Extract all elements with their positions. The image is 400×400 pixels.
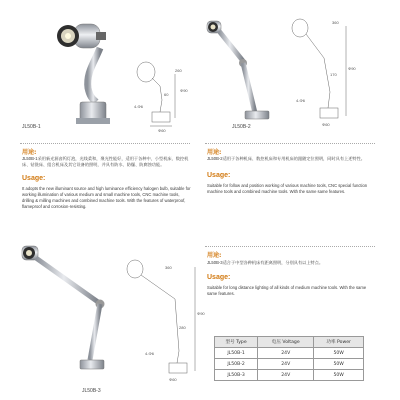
description-cn-jl50b-1: JL50B-1采用新光源卤钨灯泡，光线柔和，聚光性能好，适用于各种中、小型机床、数控机床、钻铣床、组合机床及其它设备的照明，并具有防水、防爆、防腐蚀功能。 — [22, 156, 189, 167]
table-cell: JL50B-1 — [215, 348, 258, 359]
lamp-jl50b-1-photo — [52, 18, 122, 128]
lamp-jl50b-2-photo — [205, 15, 275, 125]
description-en-jl50b-2: Suitable for follow and position working of various machine tools, CNC special function machine tools and combined machine tools. With the same same features. — [207, 183, 368, 194]
svg-text:60: 60 — [164, 92, 169, 97]
dimension-drawing-jl50b-2 — [290, 16, 360, 131]
svg-text:Φ60: Φ60 — [322, 122, 330, 127]
dimension-drawing-jl50b-3 — [125, 255, 205, 385]
table-cell: JL50B-2 — [215, 359, 258, 370]
usage-cn-heading-1: 用途: — [22, 149, 37, 156]
usage-en-heading-1: Usage: — [22, 175, 46, 182]
table-cell: 24V — [258, 359, 314, 370]
svg-text:Φ90: Φ90 — [348, 66, 356, 71]
lamp-jl50b-3-photo — [20, 240, 120, 390]
table-cell: 24V — [258, 348, 314, 359]
description-en-jl50b-3: Suitable for long distance lighting of all kinds of medium machine tools. With the same same features. — [207, 285, 367, 296]
caption-jl50b-3: JL50B-3 — [82, 388, 101, 394]
header-power: 功率 Power — [314, 337, 364, 348]
svg-text:4-Φ6: 4-Φ6 — [296, 98, 305, 103]
usage-cn-heading-3: 用途: — [207, 252, 222, 259]
svg-text:280: 280 — [179, 325, 186, 330]
svg-text:260: 260 — [175, 68, 182, 73]
divider — [205, 246, 375, 247]
usage-cn-heading-2: 用途: — [207, 149, 222, 156]
table-row — [215, 370, 364, 381]
svg-text:360: 360 — [332, 20, 339, 25]
description-cn-jl50b-3: JL50B-3适合于中型各种机床有距离照明，分别具有以上特点。 — [207, 260, 324, 265]
svg-text:Φ60: Φ60 — [169, 377, 177, 382]
table-cell: 50W — [314, 348, 364, 359]
svg-text:360: 360 — [165, 265, 172, 270]
header-voltage: 电压 Voltage — [258, 337, 314, 348]
svg-text:4-Φ6: 4-Φ6 — [134, 104, 143, 109]
caption-jl50b-2: JL50B-2 — [232, 124, 251, 130]
header-type: 型号 Type — [215, 337, 258, 348]
table-cell: 24V — [258, 370, 314, 381]
table-header-row — [215, 337, 364, 348]
table-cell: 50W — [314, 359, 364, 370]
table-row — [215, 348, 364, 359]
svg-text:Φ90: Φ90 — [197, 311, 205, 316]
table-cell: 50W — [314, 370, 364, 381]
usage-en-heading-3: Usage: — [207, 274, 231, 281]
table-row — [215, 359, 364, 370]
svg-text:4-Φ6: 4-Φ6 — [145, 351, 154, 356]
svg-text:Φ90: Φ90 — [180, 88, 188, 93]
description-cn-jl50b-2: JL50B-2适用于各种机床、数控机床和专用机床的跟随定位照明，同时具有上述特性。 — [207, 156, 365, 161]
table-cell: JL50B-3 — [215, 370, 258, 381]
usage-en-heading-2: Usage: — [207, 172, 231, 179]
dimension-drawing-jl50b-1 — [130, 60, 190, 133]
description-en-jl50b-1: It adopts the new illuminant source and high luminance efficiency halogen bulb, suitable for working illumination of various medium and small machine tools, CNC machine tools, drilling & milling machines and combined machine tools. With the features of waterproof, flameproof and corrosion-resisting. — [22, 186, 191, 209]
divider — [20, 143, 190, 144]
caption-jl50b-1: JL50B-1 — [22, 124, 41, 130]
divider — [205, 143, 375, 144]
svg-text:170: 170 — [330, 72, 337, 77]
spec-table — [214, 336, 364, 381]
svg-text:Φ60: Φ60 — [158, 128, 166, 133]
